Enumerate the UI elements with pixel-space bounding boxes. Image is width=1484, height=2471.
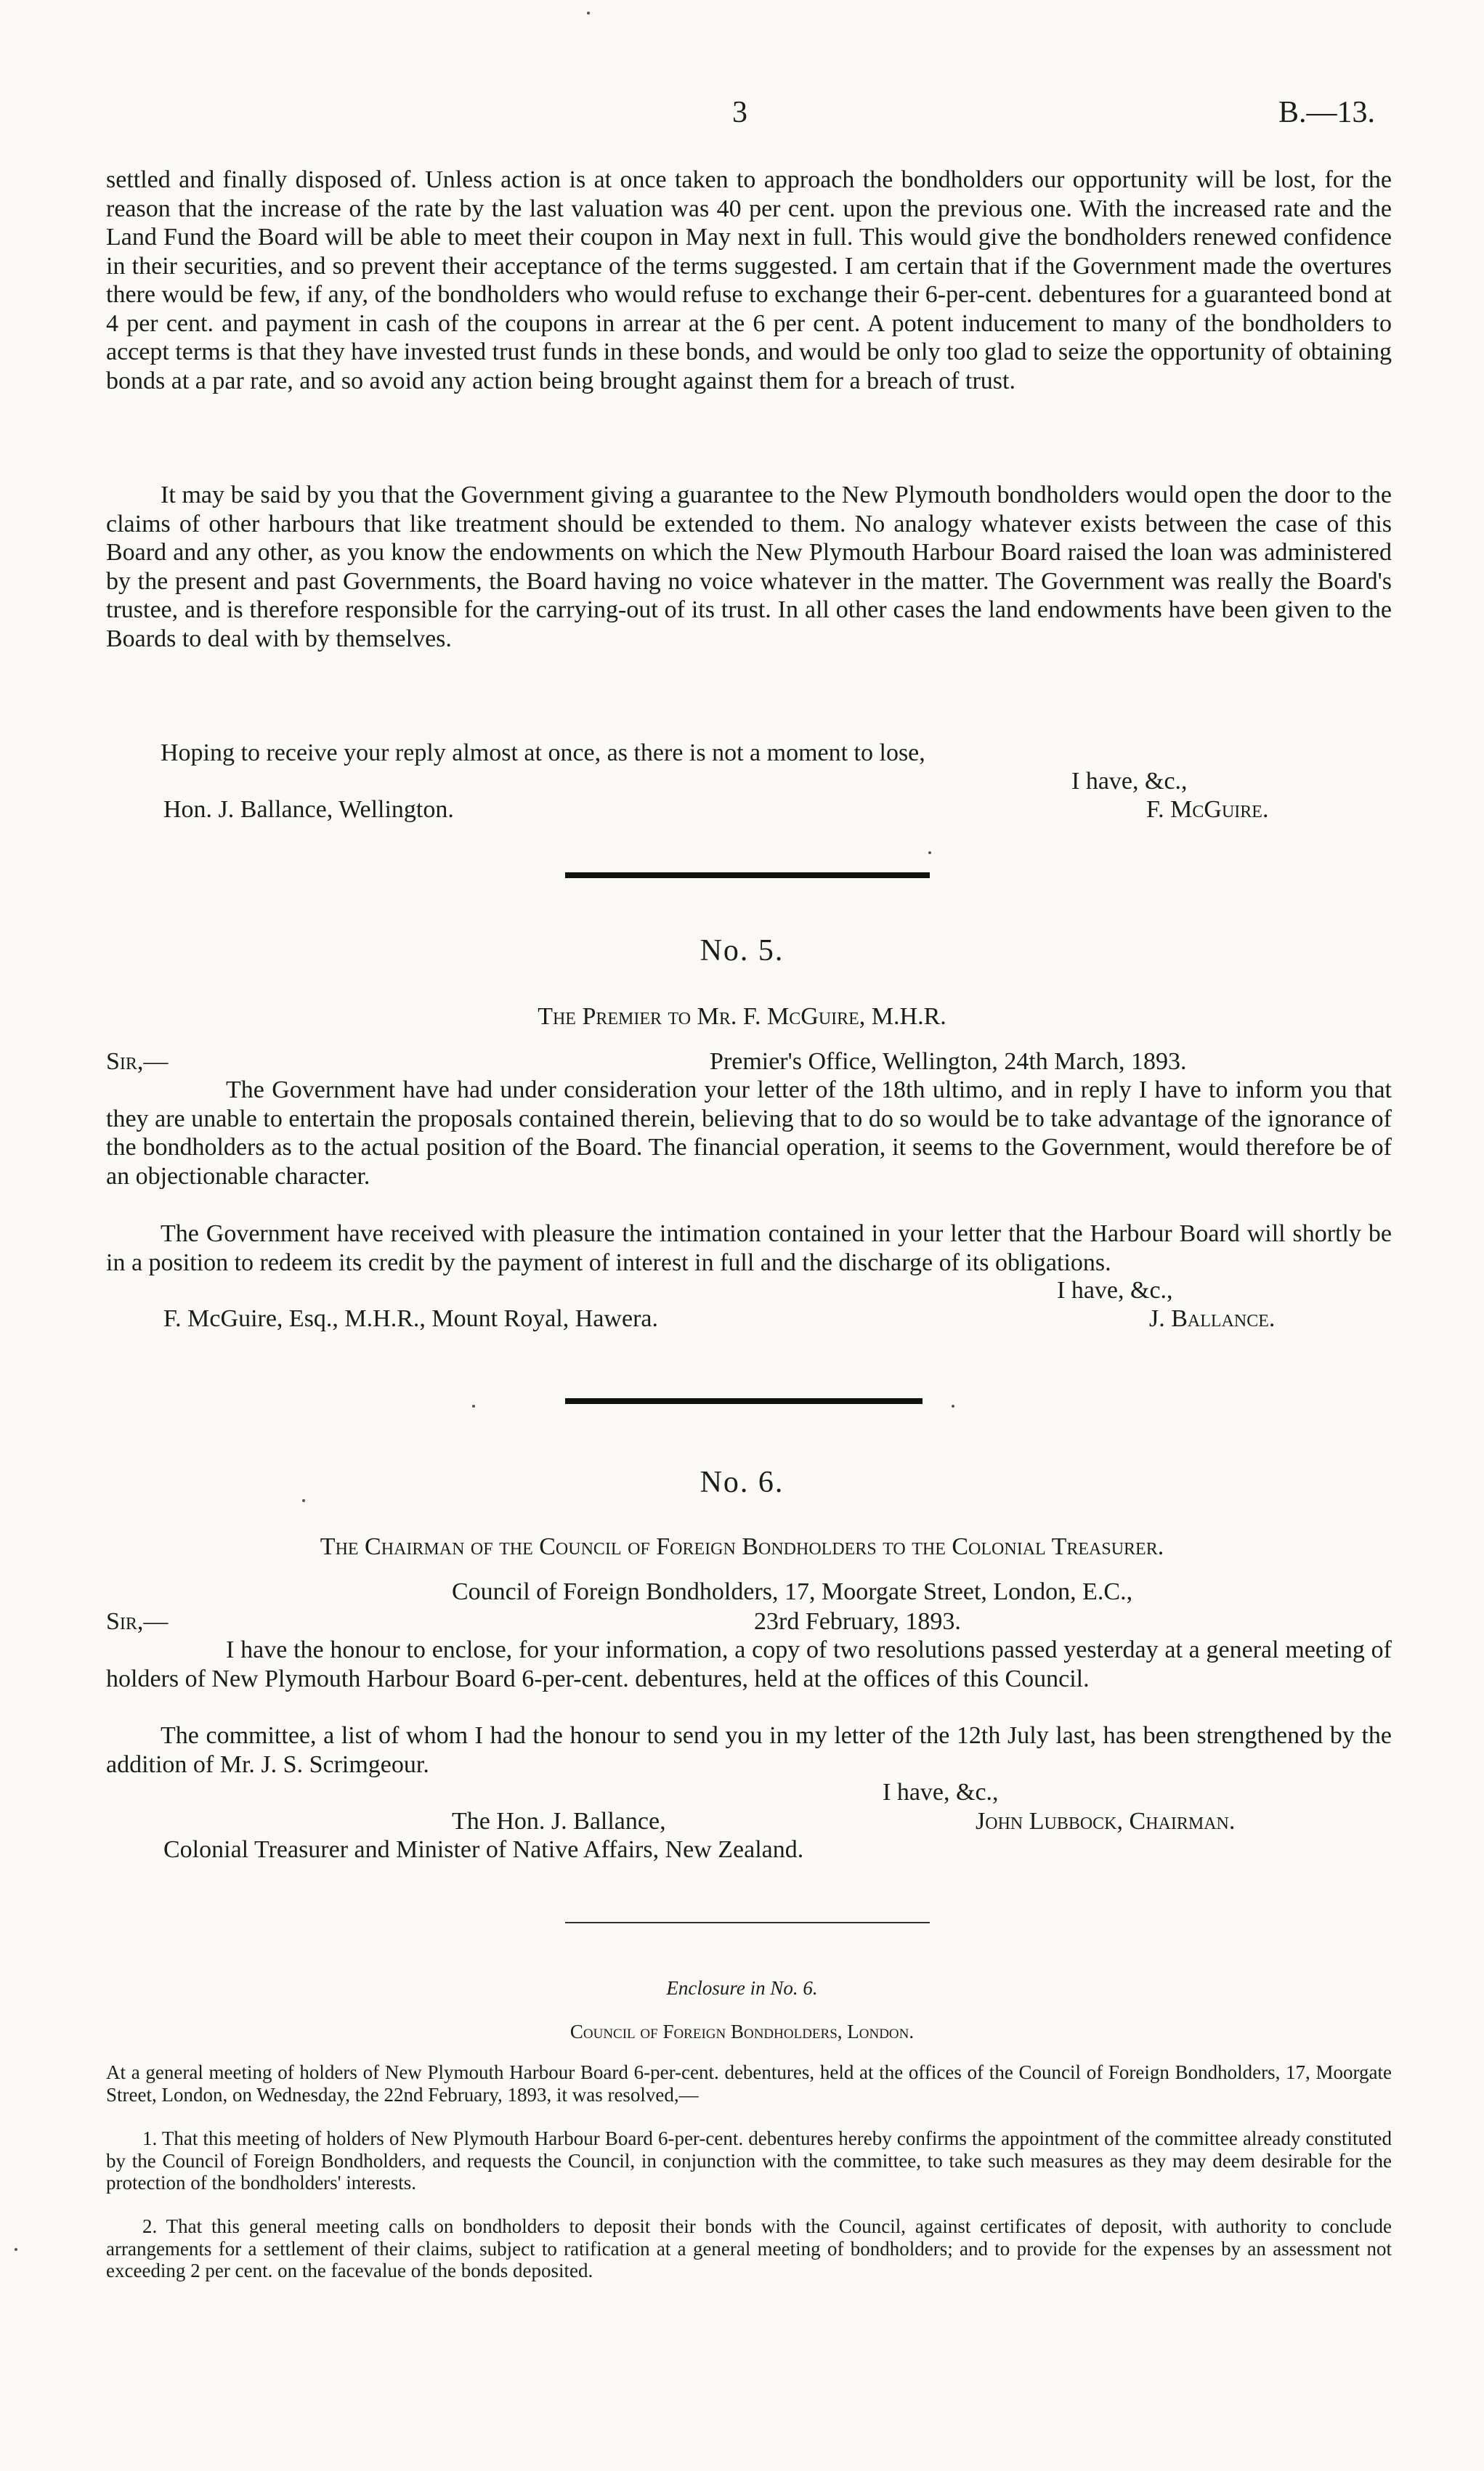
letter4-closing: I have, &c.,	[1071, 768, 1188, 795]
no5-addressee: F. McGuire, Esq., M.H.R., Mount Royal, Hawera.	[163, 1305, 658, 1332]
no5-dateline: Premier's Office, Wellington, 24th March, 1893.	[710, 1048, 1187, 1075]
enclosure-resolution-2: 2. That this general meeting calls on bondholders to deposit their bonds with the Council, against certificates of deposit, with authority to conclude arrangements for a settlement of their claims, subject to ratification at a general meeting of bondholders; and to provide for the expenses by an assessment not exceeding 2 per cent. on the facevalue of the bonds deposited.	[106, 2215, 1392, 2281]
letter4-paragraph-2: It may be said by you that the Government giving a guarantee to the New Plymouth bondholders would open the door to the claims of other harbours that like treatment should be extended to them. No analogy whatever exists between the case of this Board and any other, as you know the endowments on which the New Plymouth Harbour Board raised the loan was administered by the present and past Governments, the Board having no voice whatever in the matter. The Government was really the Board's trustee, and is therefore responsible for the carrying-out of its trust. In all other cases the land endowments have been given to the Boards to deal with by themselves.	[106, 482, 1392, 652]
no6-closing: I have, &c.,	[883, 1779, 999, 1806]
no6-addressee-line-1: The Hon. J. Ballance,	[452, 1808, 666, 1835]
no5-paragraph-2: The Government have received with pleasure the intimation contained in your letter that the Harbour Board will shortly be in a position to redeem its credit by the payment of interest in full and the discharge of its obligations.	[106, 1220, 1392, 1276]
enclosure-resolution-1: 1. That this meeting of holders of New Plymouth Harbour Board 6-per-cent. debentures hereby confirms the appointment of the committee already constituted by the Council of Foreign Bondholders, and requests the Council, in conjunction with the committee, to take such measures as they may deem desirable for the protection of the bondholders' interests.	[106, 2127, 1392, 2194]
no5-signature: J. Ballance.	[1149, 1305, 1276, 1332]
no6-date: 23rd February, 1893.	[754, 1608, 961, 1635]
no6-salutation: Sir,—	[106, 1608, 169, 1635]
scan-speck	[928, 851, 931, 854]
scan-speck	[472, 1405, 475, 1408]
enclosure-intro: At a general meeting of holders of New Plymouth Harbour Board 6-per-cent. debentures, held at the offices of the Council of Foreign Bondholders, 17, Moorgate Street, London, on Wednesday, the 22nd February, 1893, it was resolved,—	[106, 2061, 1392, 2106]
enclosure-divider-rule	[565, 1922, 930, 1923]
no6-address-line-1: Council of Foreign Bondholders, 17, Moorgate Street, London, E.C.,	[452, 1578, 1133, 1605]
scan-speck	[302, 1499, 305, 1502]
scan-speck	[587, 12, 590, 15]
no5-closing: I have, &c.,	[1057, 1277, 1173, 1304]
no6-title: The Chairman of the Council of Foreign Bondholders to the Colonial Treasurer.	[320, 1533, 1164, 1560]
enclosure-heading: Council of Foreign Bondholders, London.	[569, 2021, 915, 2042]
page-number: 3	[732, 96, 747, 129]
letter4-paragraph-1: settled and finally disposed of. Unless action is at once taken to approach the bondholders our opportunity will be lost, for the reason that the increase of the rate by the last valuation was 40 per cent. upon the previous one. With the increased rate and the Land Fund the Board will be able to meet their coupon in May next in full. This would give the bondholders renewed confidence in their securities, and so prevent their acceptance of the terms suggested. I am certain that if the Government made the overtures there would be few, if any, of the bondholders who would refuse to exchange their 6-per-cent. debentures for a guaranteed bond at 4 per cent. and payment in cash of the coupons in arrear at the 6 per cent. A potent inducement to many of the bondholders to accept terms is that they have invested trust funds in these bonds, and would be only too glad to seize the opportunity of obtaining bonds at a par rate, and so avoid any action being brought against them for a breach of trust.	[106, 166, 1392, 394]
no6-number: No. 6.	[700, 1466, 784, 1499]
no6-addressee-line-2: Colonial Treasurer and Minister of Native Affairs, New Zealand.	[163, 1836, 804, 1863]
no5-number: No. 5.	[700, 934, 784, 967]
letter4-addressee: Hon. J. Ballance, Wellington.	[163, 796, 454, 823]
enclosure-label: Enclosure in No. 6.	[666, 1977, 818, 1999]
scan-speck	[952, 1405, 954, 1408]
no6-signature: John Lubbock, Chairman.	[976, 1808, 1236, 1835]
document-reference: B.—13.	[1278, 96, 1376, 129]
scan-speck	[15, 2248, 17, 2251]
no5-paragraph-1: The Government have had under consideration your letter of the 18th ultimo, and in reply I have to inform you that they are unable to entertain the proposals contained therein, believing that to do so would be to take advantage of the ignorance of the bondholders as to the actual position of the Board. The financial operation, it seems to the Government, would therefore be of an objectionable character.	[106, 1076, 1392, 1190]
no6-paragraph-1: I have the honour to enclose, for your information, a copy of two resolutions passed yesterday at a general meeting of holders of New Plymouth Harbour Board 6-per-cent. debentures, held at the offices of this Council.	[106, 1636, 1392, 1692]
letter4-signature: F. McGuire.	[1146, 796, 1269, 823]
no5-salutation: Sir,—	[106, 1048, 169, 1075]
no6-paragraph-2: The committee, a list of whom I had the honour to send you in my letter of the 12th July last, has been strengthened by the addition of Mr. J. S. Scrimgeour.	[106, 1722, 1392, 1778]
no5-title: The Premier to Mr. F. McGuire, M.H.R.	[538, 1003, 946, 1030]
section-divider-rule	[565, 872, 930, 878]
section-divider-rule-2	[565, 1398, 923, 1404]
letter4-paragraph-3: Hoping to receive your reply almost at once, as there is not a moment to lose,	[161, 739, 925, 766]
